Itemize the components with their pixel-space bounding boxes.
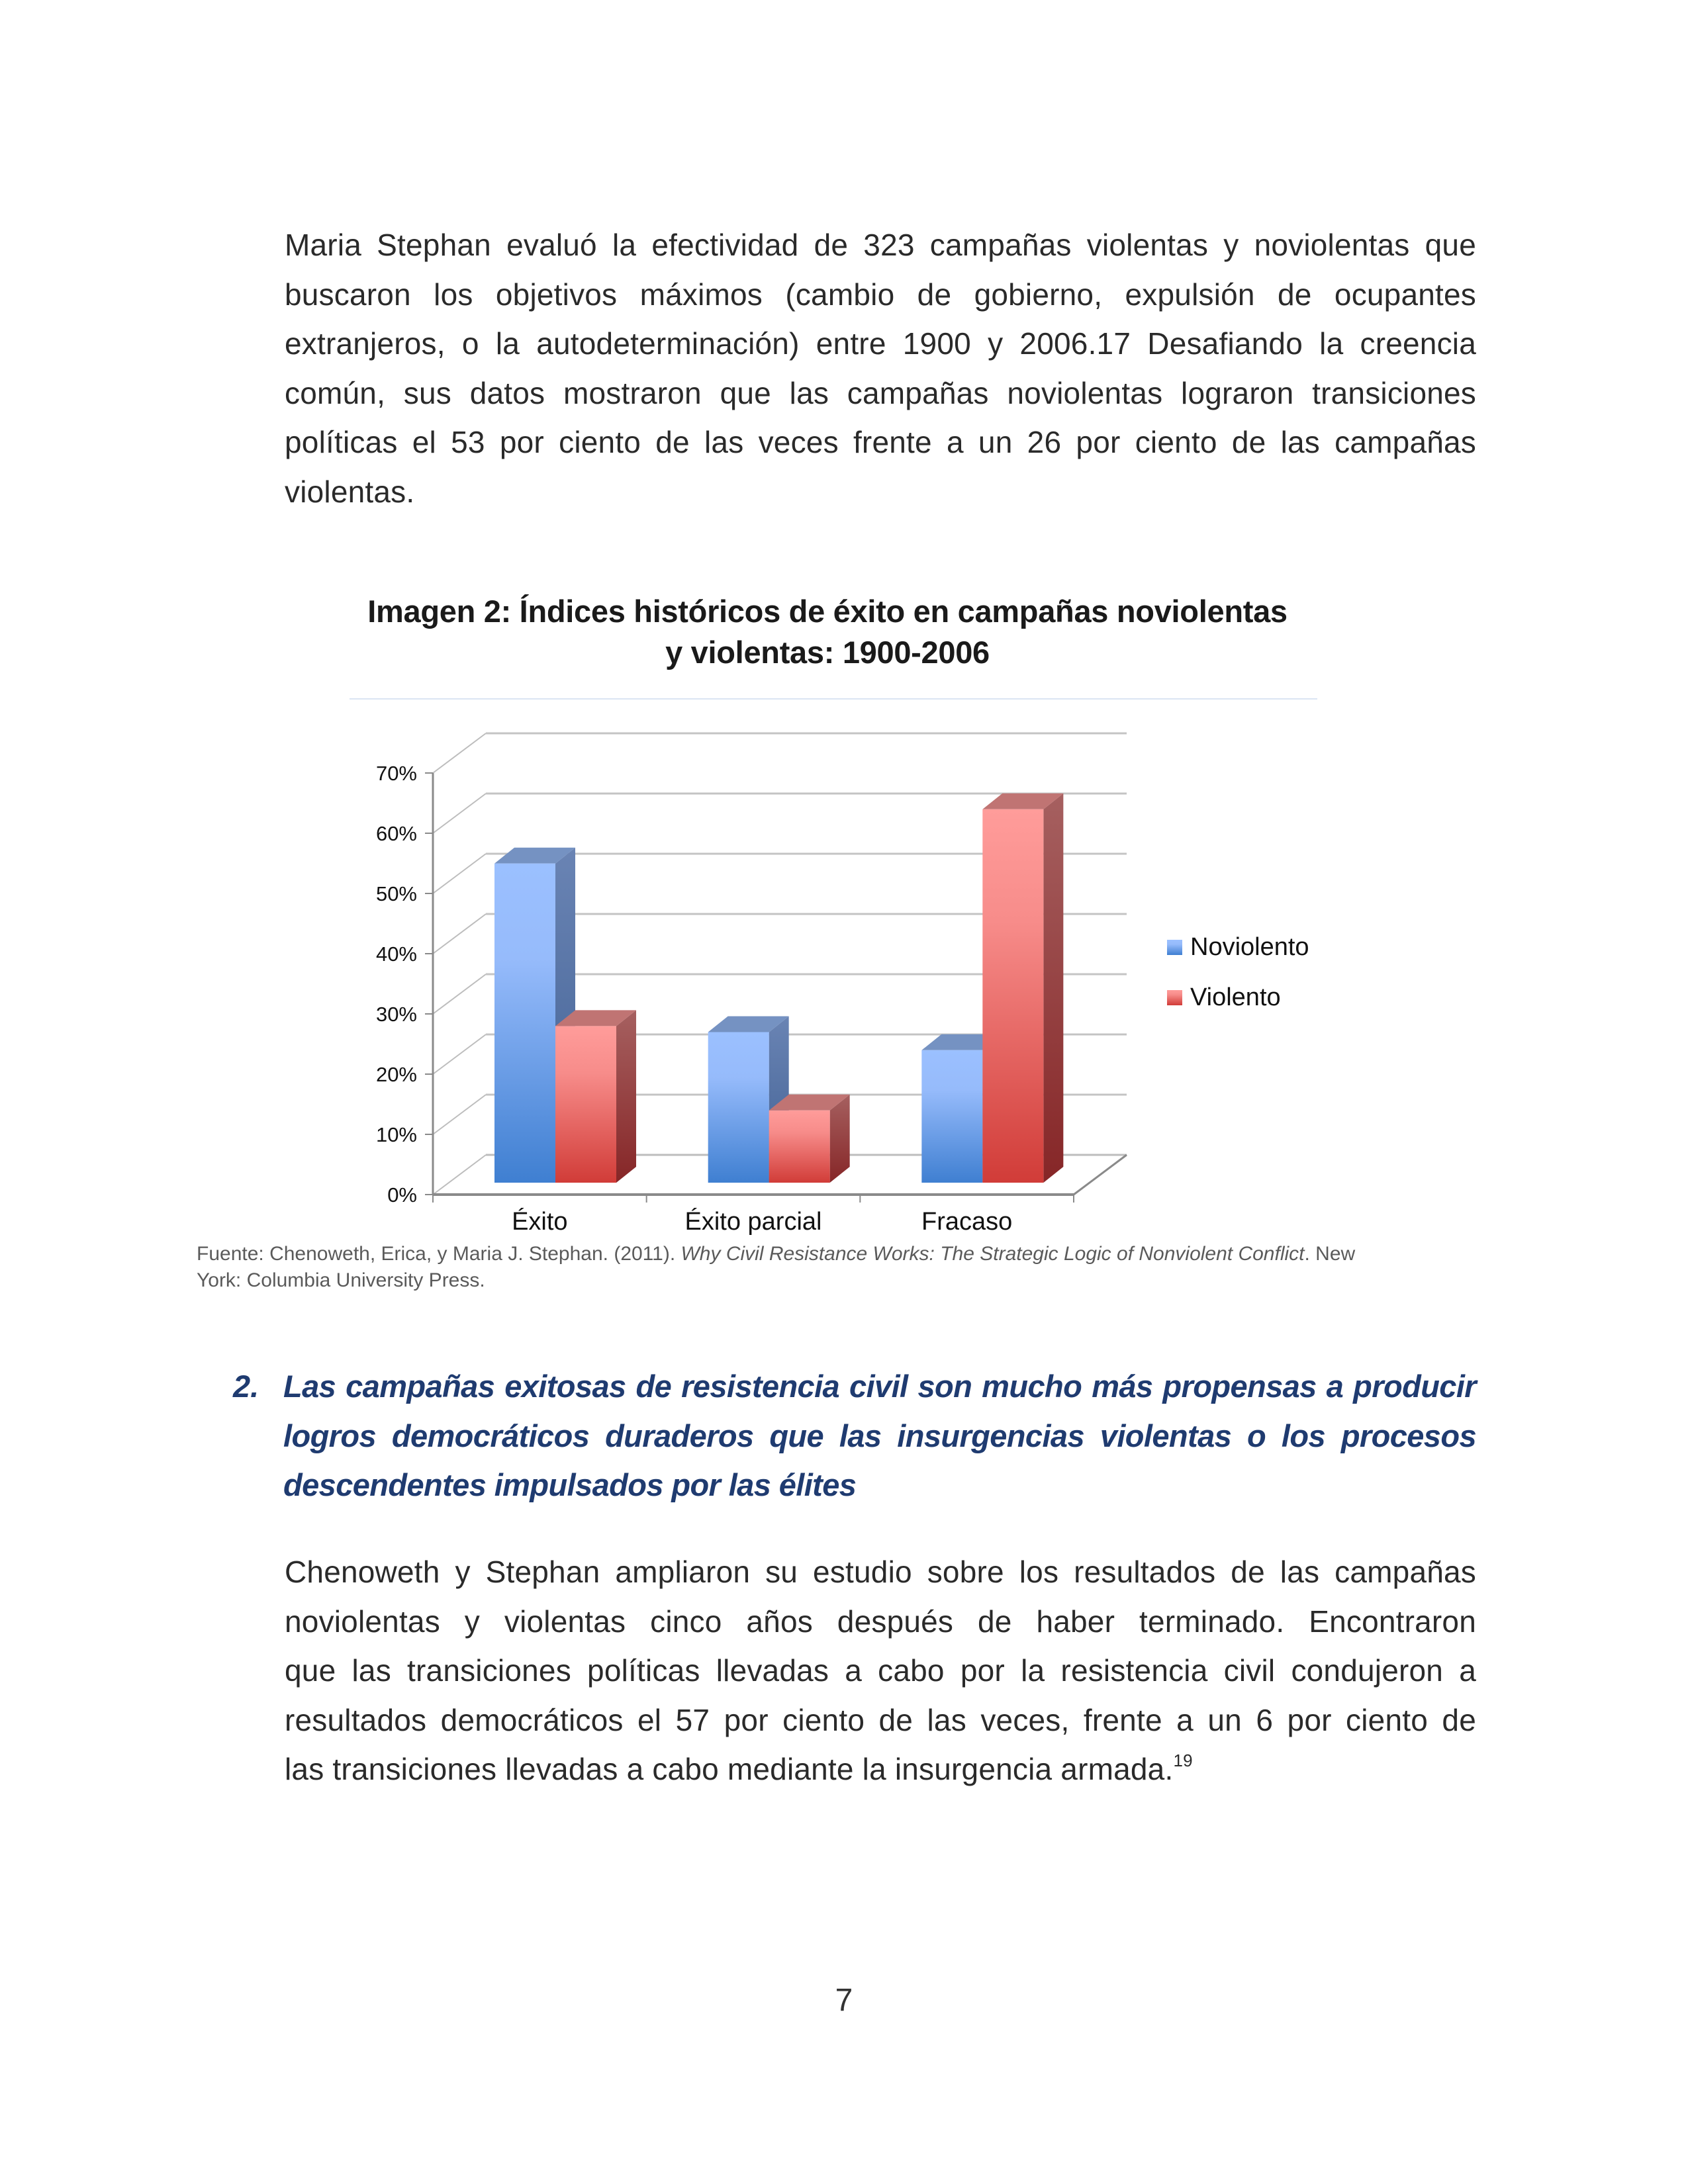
figure-title-line-2: y violentas: 1900-2006 [665,635,990,670]
floor-right-edge [1074,1155,1127,1195]
bar-side [1043,794,1063,1183]
legend-swatch-violento [1167,990,1182,1005]
paragraph-line [285,1745,1476,1794]
heading-line: logros democráticos duraderos que las insurgencias violentas o los procesos [283,1418,1476,1453]
bar-group [494,848,636,1183]
legend-label: Violento [1190,983,1281,1011]
x-category-label: Éxito [512,1208,568,1236]
paragraph-line: común, sus datos mostraron que las campañas noviolentas lograron transiciones [285,375,1476,410]
gridline-diagonal [433,914,486,954]
y-tick-label: 10% [375,1123,417,1146]
source-book-title: Why Civil Resistance Works: The Strategic Logic of Nonviolent Conflict [680,1243,1305,1265]
paragraph-line: Chenoweth y Stephan ampliaron su estudio sobre los resultados de las campañas [285,1555,1476,1589]
y-tick-label: 0% [387,1183,417,1206]
gridline-diagonal [433,1034,486,1074]
heading-line: descendentes impulsados por las élites [283,1467,857,1502]
second-paragraph [285,1547,1476,1794]
paragraph-line: Maria Stephan evaluó la efectividad de 323 campañas violentas y noviolentas que [285,228,1476,262]
x-category-label: Éxito parcial [684,1208,822,1236]
heading-line: Las campañas exitosas de resistencia civil son mucho más propensas a producir [283,1369,1476,1404]
source-prefix: Fuente: Chenoweth, Erica, y Maria J. Stephan. (2011). [197,1243,681,1265]
section-number: 2. [233,1369,259,1404]
legend-label: Noviolento [1190,933,1309,961]
paragraph-line: que las transiciones políticas llevadas a cabo por la resistencia civil condujeron a [285,1653,1476,1688]
y-tick-label: 50% [375,882,417,905]
gridline-diagonal [433,974,486,1014]
paragraph-line: buscaron los objetivos máximos (cambio de gobierno, expulsión de ocupantes [285,277,1476,312]
bar-side [616,1010,636,1183]
paragraph-line: políticas el 53 por ciento de las veces frente a un 26 por ciento de las campañas [285,425,1476,459]
paragraph-line: extranjeros, o la autodeterminación) entre 1900 y 2006.17 Desafiando la creencia [285,326,1476,361]
bar-violento [982,809,1043,1183]
y-tick-label: 70% [375,762,417,785]
bar-noviolento [708,1032,769,1183]
y-tick-label: 40% [375,942,417,966]
legend-swatch-noviolento [1167,940,1182,955]
page-number: 7 [835,1983,853,2018]
y-tick-label: 60% [375,822,417,845]
chart-legend [1167,933,1309,1011]
gridline-diagonal [433,794,486,833]
figure-source [197,1241,1481,1294]
gridline-diagonal [433,733,486,773]
x-category-label: Fracaso [921,1208,1013,1236]
bar-noviolento [921,1050,982,1183]
gridline-diagonal [433,854,486,893]
bar-noviolento [494,864,555,1183]
chart-bars [494,794,1063,1183]
paragraph-line: noviolentas y violentas cinco años después de haber terminado. Encontraron [285,1604,1476,1639]
source-publisher: York: Columbia University Press. [197,1269,485,1291]
y-tick-label: 30% [375,1003,417,1026]
y-tick-label: 20% [375,1063,417,1086]
gridline-diagonal [433,1095,486,1134]
gridline-diagonal [433,1155,486,1195]
paragraph-line-text: las transiciones llevadas a cabo mediante la insurgencia armada. [285,1752,1174,1786]
bar-violento [555,1026,616,1183]
x-axis-labels [512,1207,1012,1236]
source-suffix: . New [1304,1243,1356,1265]
figure-title-line-1: Imagen 2: Índices históricos de éxito en campañas noviolentas [367,594,1288,629]
paragraph-line: violentas. [285,474,415,509]
bar-group [921,794,1063,1183]
footnote-ref[interactable]: 19 [1173,1751,1193,1770]
bar-violento [769,1111,830,1183]
paragraph-line: resultados democráticos el 57 por ciento de las veces, frente a un 6 por ciento de [285,1702,1476,1737]
bar-group [708,1017,850,1183]
